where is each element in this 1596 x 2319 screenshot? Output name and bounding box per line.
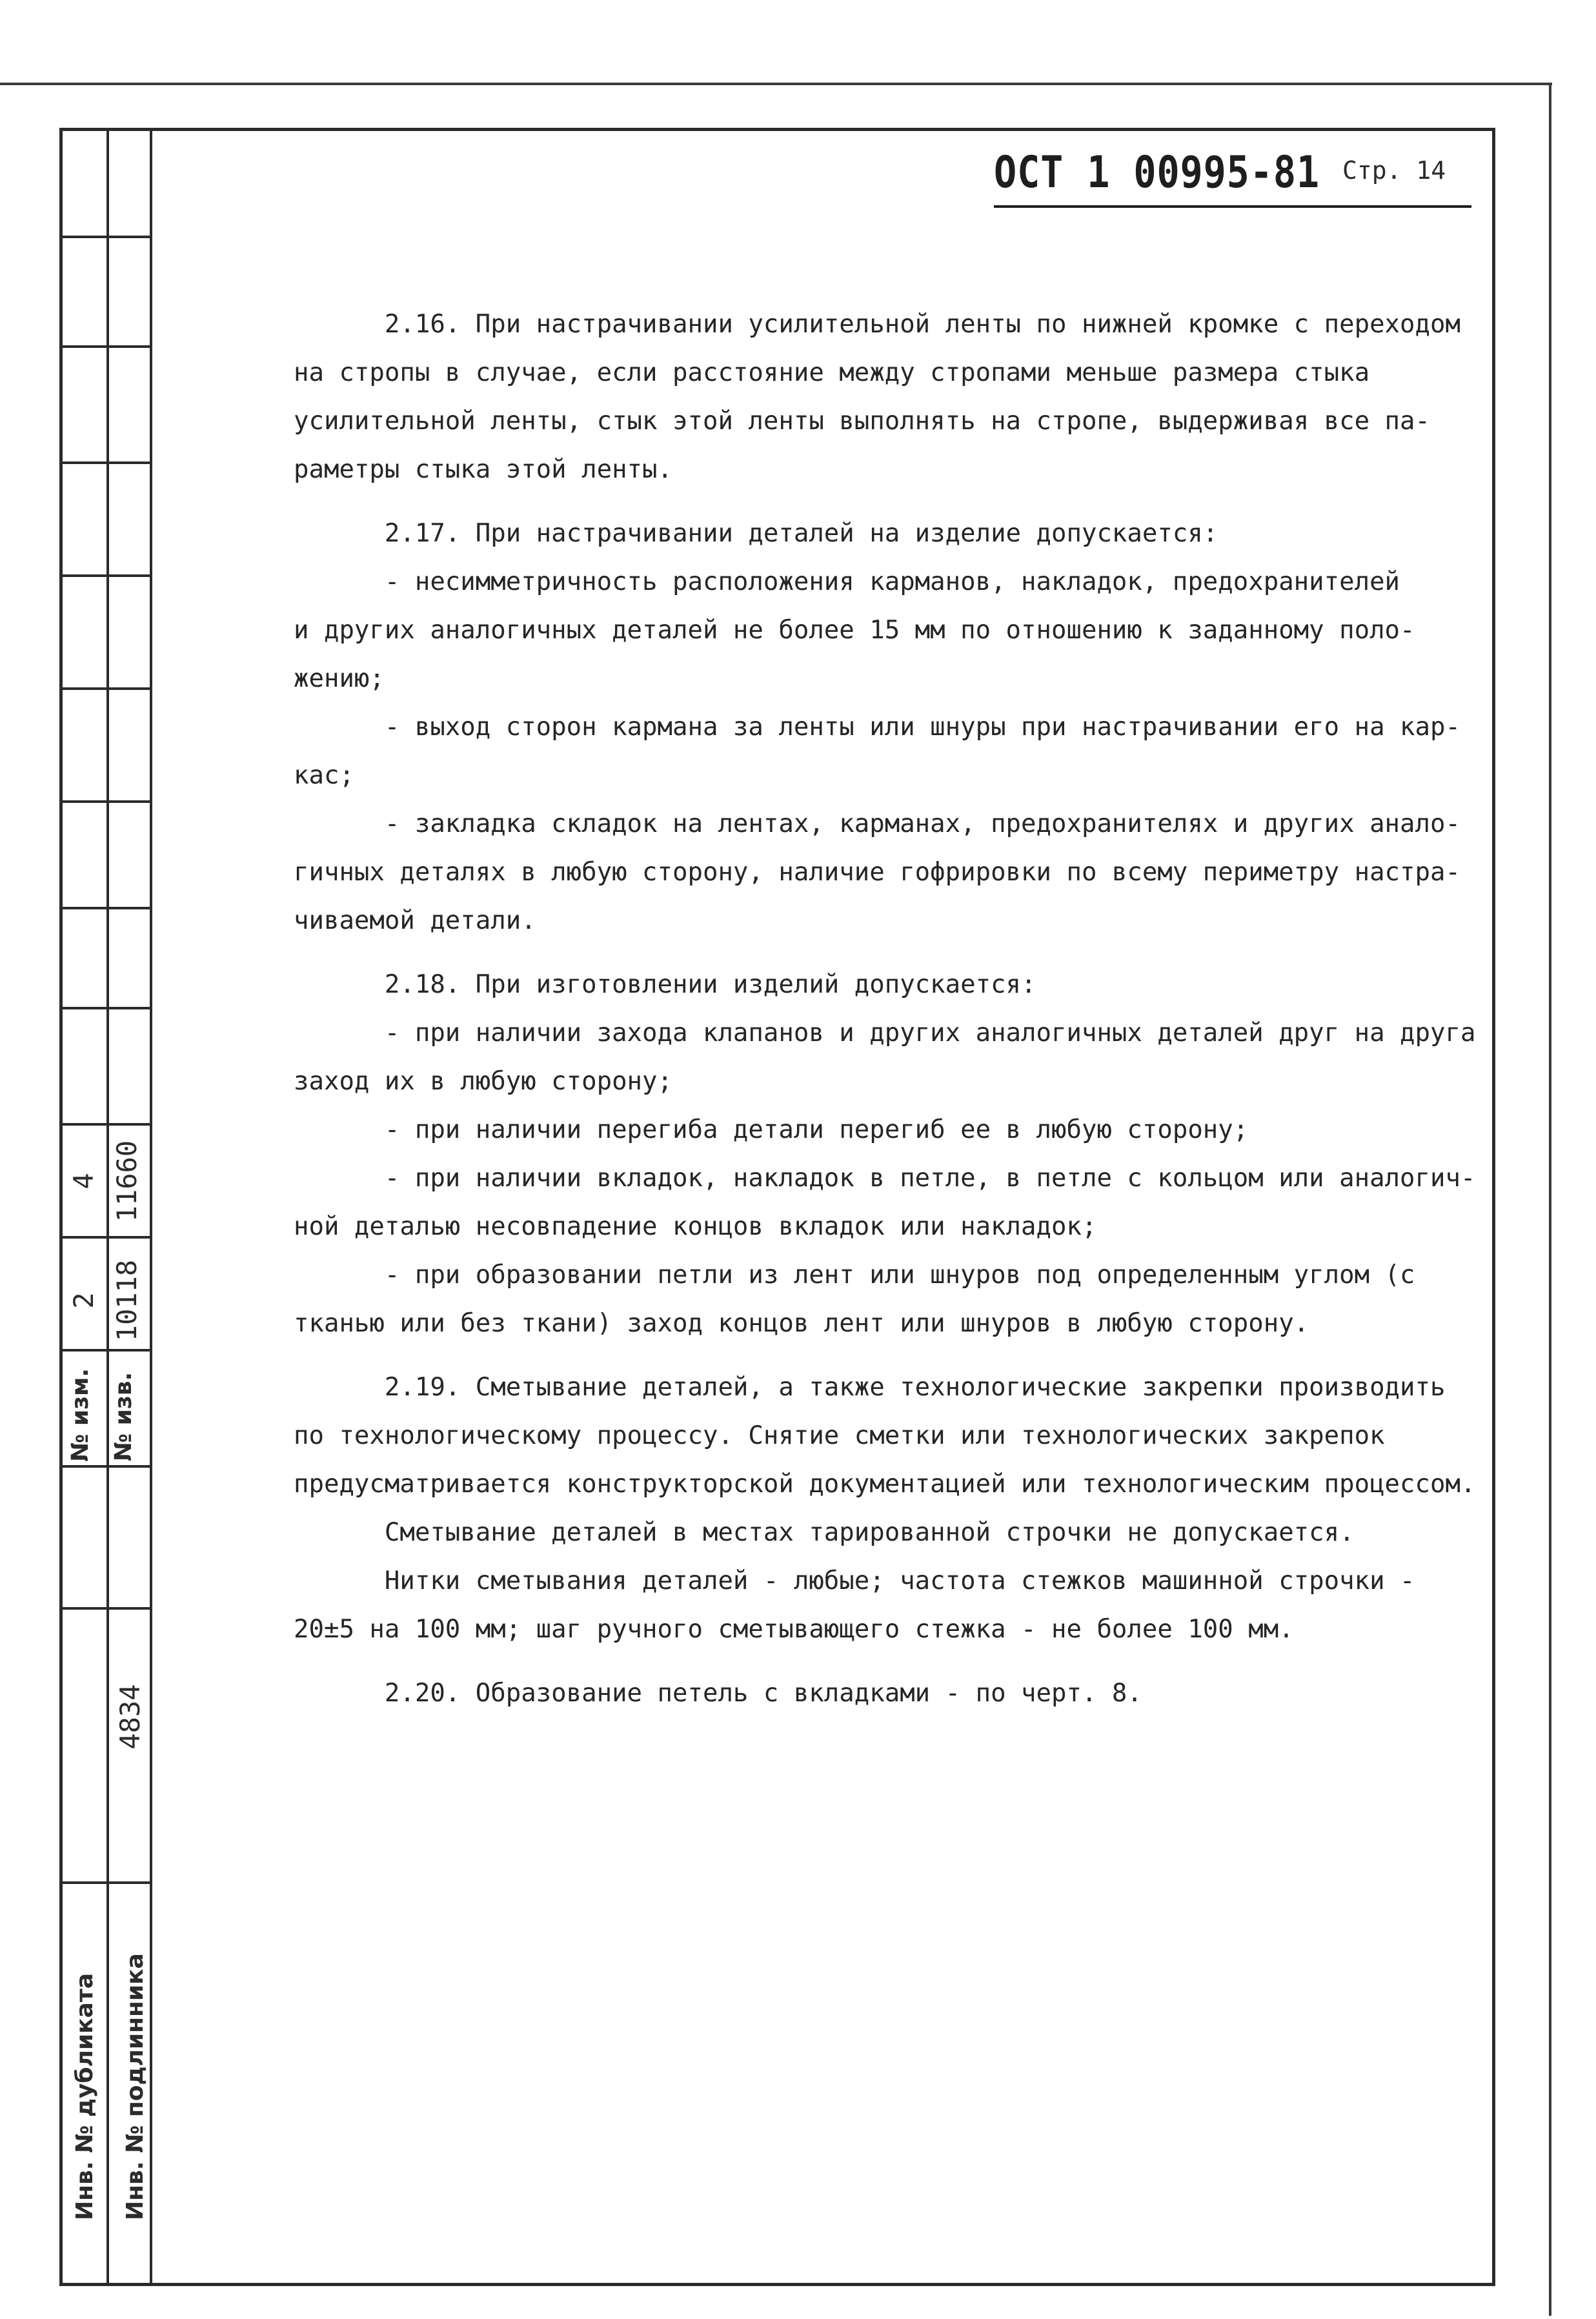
text-line: - несимметричность расположения карманов, накладок, предохранителей <box>294 567 1400 596</box>
text-line: ной деталью несовпадение концов вкладок или накладок; <box>294 1212 1097 1241</box>
text-line: кас; <box>294 761 354 790</box>
inv-dublikata-label: Инв. № дубликата <box>72 1973 98 2220</box>
text-line: - при наличии перегиба детали перегиб ее в любую сторону; <box>294 1115 1249 1144</box>
text-line: Нитки сметывания деталей - любые; частота стежков машинной строчки - <box>294 1566 1415 1595</box>
izv-value-11660: 11660 <box>111 1140 143 1222</box>
stamp-grid-line <box>59 1607 152 1610</box>
stamp-column-line <box>106 128 109 2286</box>
text-line: - при наличии вкладок, накладок в петле, в петле с кольцом или аналогич- <box>294 1164 1476 1193</box>
stamp-grid-line <box>59 574 152 577</box>
text-line: на стропы в случае, если расстояние между стропами меньше размера стыка <box>294 358 1370 387</box>
text-line: - выход сторон кармана за ленты или шнуры при настрачивании его на кар- <box>294 713 1460 742</box>
stamp-grid-line <box>59 1007 152 1009</box>
text-line: 20±5 на 100 мм; шаг ручного сметывающего стежка - не более 100 мм. <box>294 1615 1294 1644</box>
stamp-grid-line <box>59 1123 152 1126</box>
stamp-grid-line <box>59 1236 152 1239</box>
inv-podlinnika-label: Инв. № подлинника <box>122 1953 148 2220</box>
text-line: 2.19. Сметывание деталей, а также технологические закрепки производить <box>294 1373 1446 1402</box>
paragraph-gap <box>294 1654 1429 1669</box>
document-code-underline <box>994 205 1471 208</box>
text-line: заход их в любую сторону; <box>294 1067 672 1096</box>
text-line: - при образовании петли из лент или шнуров под определенным углом (с <box>294 1261 1415 1290</box>
stamp-grid-line <box>59 687 152 690</box>
text-line: 2.18. При изготовлении изделий допускается: <box>294 970 1036 999</box>
izm-label: № изм. <box>67 1368 94 1462</box>
paragraph-gap <box>294 494 1429 509</box>
stamp-grid-line <box>59 1881 152 1884</box>
text-line: предусматривается конструкторской документацией или технологическим процессом. <box>294 1470 1476 1499</box>
stamp-grid-line <box>59 345 152 348</box>
page-number: Стр. 14 <box>1342 156 1446 185</box>
text-line: гичных деталях в любую сторону, наличие гофрировки по всему периметру настра- <box>294 858 1460 887</box>
izv-label: № изв. <box>110 1372 137 1462</box>
sheet-right-edge <box>1549 83 1551 2316</box>
text-line: тканью или без ткани) заход концов лент или шнуров в любую сторону. <box>294 1309 1309 1338</box>
stamp-grid-line <box>59 800 152 803</box>
text-line: усилительной ленты, стык этой ленты выполнять на стропе, выдерживая все па- <box>294 407 1430 436</box>
text-line: раметры стыка этой ленты. <box>294 455 672 484</box>
paragraph-gap <box>294 1348 1429 1363</box>
document-body <box>294 300 1476 1717</box>
stamp-grid-line <box>59 907 152 909</box>
stamp-grid-line <box>59 461 152 464</box>
text-line: чиваемой детали. <box>294 906 536 935</box>
text-line: - закладка складок на лентах, карманах, предохранителях и других анало- <box>294 809 1460 838</box>
text-line: - при наличии захода клапанов и других аналогичных деталей друг на друга <box>294 1018 1476 1048</box>
document-code: ОСТ 1 00995-81 <box>994 147 1320 198</box>
stamp-grid-line <box>59 236 152 238</box>
text-line: Сметывание деталей в местах тарированной строчки не допускается. <box>294 1518 1355 1547</box>
izm-value-4: 4 <box>68 1173 99 1190</box>
text-line: жению; <box>294 664 385 693</box>
izm-value-2: 2 <box>68 1292 99 1309</box>
izv-value-10118: 10118 <box>111 1259 143 1342</box>
text-line: по технологическому процессу. Снятие сметки или технологических закрепок <box>294 1421 1385 1450</box>
paragraph-gap <box>294 945 1429 960</box>
text-line: 2.16. При настрачивании усилительной ленты по нижней кромке с переходом <box>294 310 1460 339</box>
sheet-top-edge <box>0 83 1552 85</box>
text-line: 2.20. Образование петель с вкладками - по черт. 8. <box>294 1679 1142 1708</box>
stamp-column-line <box>150 128 152 2286</box>
text-line: и других аналогичных деталей не более 15 мм по отношению к заданному поло- <box>294 616 1415 645</box>
inv-number: 4834 <box>114 1684 146 1750</box>
stamp-grid-line <box>59 1465 152 1468</box>
text-line: 2.17. При настрачивании деталей на изделие допускается: <box>294 519 1218 548</box>
